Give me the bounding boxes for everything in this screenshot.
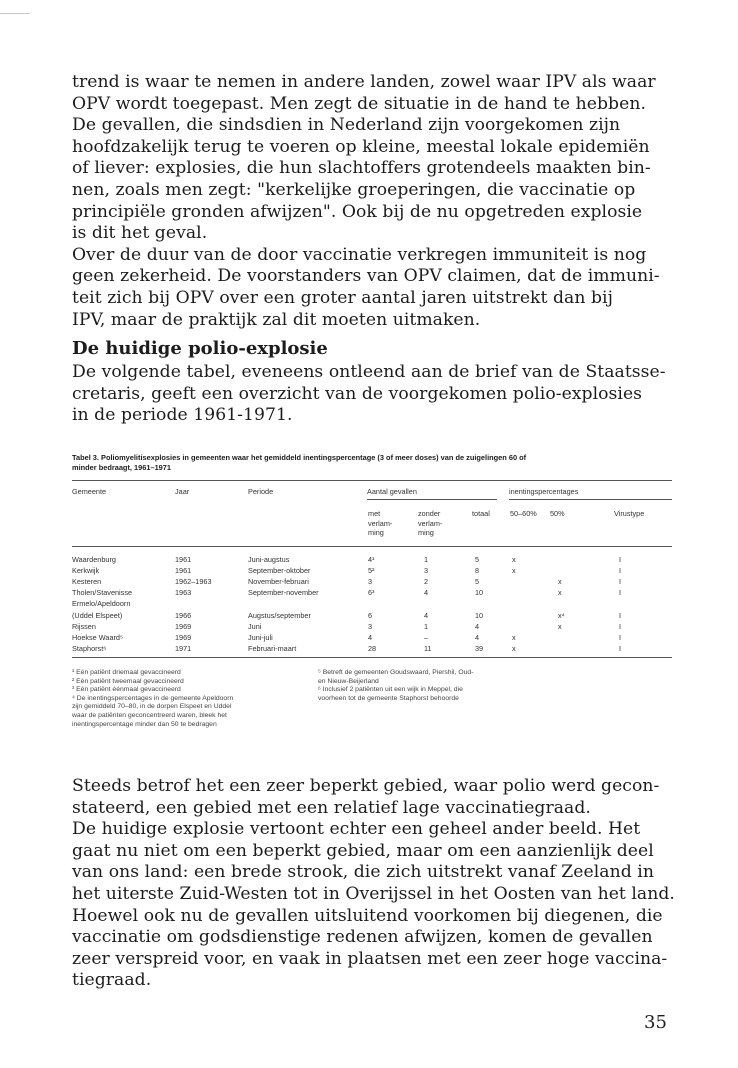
header-periode: Periode: [248, 487, 274, 496]
cell-jaar: 1961: [175, 555, 192, 564]
footnote: ⁵ Betreft de gemeenten Goudswaard, Piershil, Oud-: [318, 669, 474, 676]
text-line: teit zich bij OPV over een groter aantal jaren uitstrekt dan bij: [72, 287, 613, 308]
text-line: Over de duur van de door vaccinatie verkregen immuniteit is nog: [72, 244, 647, 265]
cell-jaar: 1961: [175, 566, 192, 576]
text-line: De huidige explosie vertoont echter een geheel ander beeld. Het: [72, 819, 641, 840]
cell-totaal: 10: [475, 588, 484, 598]
cell-p5060: x: [512, 643, 516, 653]
cell-p50: x: [558, 577, 562, 587]
cell-gemeente: Rijssen: [72, 621, 96, 631]
header-aantal-gevallen: Aantal gevallen: [367, 487, 417, 496]
header-50-60-percent: 50–60%: [510, 509, 537, 518]
header-text: met: [368, 509, 381, 518]
cell-met: 4¹: [368, 555, 375, 564]
header-jaar: Jaar: [175, 487, 190, 496]
footnotes-right: [318, 669, 473, 703]
footnote: waar de patiënten geconcentreerd waren, bleek het: [72, 711, 227, 719]
cell-met: 6: [368, 610, 373, 620]
scan-edge-line: [0, 13, 30, 14]
table-caption-line: Tabel 3. Poliomyelitisexplosies in gemeenten waar het gemiddeld inentingspercentage (3 of meer doses) van de zuigelingen 60 of: [72, 453, 527, 462]
cell-jaar: 1962–1963: [175, 577, 212, 587]
polio-table: [72, 453, 672, 728]
cell-zonder: 11: [424, 643, 432, 653]
cell-gemeente: Tholen/Stavenisse: [72, 588, 133, 598]
cell-zonder: 1: [424, 621, 429, 631]
text-line: het uiterste Zuid-Westen tot in Overijssel in het Oosten van het land.: [72, 883, 675, 904]
cell-virus: I: [619, 610, 622, 620]
cell-zonder: –: [424, 632, 429, 642]
cell-virus: I: [619, 632, 622, 642]
footnote: ⁶ Inclusief 2 patiënten uit een wijk in Meppel, die: [318, 686, 463, 694]
text-line: gaat nu niet om een beperkt gebied, maar om een aanzienlijk deel: [72, 840, 654, 861]
text-line: principiële gronden afwijzen". Ook bij de nu opgetreden explosie: [72, 201, 643, 222]
cell-periode: Juni-augstus: [248, 555, 290, 564]
cell-virus: I: [619, 643, 622, 653]
cell-totaal: 10: [475, 610, 484, 620]
header-text: verlam-: [418, 518, 443, 528]
cell-met: 28: [368, 643, 377, 653]
cell-met: 4: [368, 632, 373, 642]
cell-met: 3: [368, 577, 373, 587]
header-text: ming: [418, 528, 434, 537]
cell-gemeente: Ermelo/Apeldoorn: [72, 599, 131, 609]
cell-virus: I: [619, 555, 622, 564]
header-50-percent: 50%: [550, 509, 565, 518]
paragraph-top: [72, 72, 672, 331]
cell-p5060: x: [512, 632, 516, 642]
table-bottom-rule: [72, 657, 672, 658]
cell-virus: I: [619, 588, 622, 598]
cell-periode: November-februari: [248, 577, 309, 587]
footnote: en Nieuw-Beijerland: [318, 677, 379, 685]
cell-zonder: 4: [424, 610, 429, 620]
page-number: 35: [644, 1012, 667, 1033]
text-line: zeer verspreid voor, en vaak in plaatsen met een zeer hoge vaccina-: [72, 948, 668, 969]
cell-totaal: 39: [475, 643, 484, 653]
header-totaal: totaal: [472, 509, 490, 518]
header-text: ming: [368, 528, 384, 537]
footnote: inentingspercentage minder dan 50 te bedragen: [72, 720, 217, 728]
footnote: zijn gemiddeld 70–80, in de dorpen Elspeet en Uddel: [72, 703, 232, 711]
text-line: OPV wordt toegepast. Men zegt de situatie in de hand te hebben.: [72, 93, 646, 114]
text-line: Hoewel ook nu de gevallen uitsluitend voorkomen bij diegenen, die: [72, 905, 663, 926]
cell-zonder: 1: [424, 555, 429, 564]
cell-gemeente: (Uddel Elspeet): [72, 610, 123, 620]
text-line: stateerd, een gebied met een relatief lage vaccinatiegraad.: [72, 797, 591, 818]
cell-jaar: 1963: [175, 588, 192, 598]
cell-p5060: x: [512, 555, 516, 564]
cell-totaal: 5: [475, 577, 480, 587]
text-line: Steeds betrof het een zeer beperkt gebied, waar polio werd gecon-: [72, 776, 660, 796]
text-line: nen, zoals men zegt: "kerkelijke groeperingen, die vaccinatie op: [72, 179, 636, 200]
inenting-subrule: [509, 499, 672, 500]
text-line: De volgende tabel, eveneens ontleend aan de brief van de Staatsse-: [72, 362, 666, 382]
text-line: geen zekerheid. De voorstanders van OPV claimen, dat de immuni-: [72, 266, 660, 287]
cell-jaar: 1969: [175, 621, 192, 631]
header-text: zonder: [418, 509, 441, 518]
footnote: ⁴ De inentingspercentages in de gemeente Apeldoorn: [72, 694, 234, 702]
footnote: ² Eén patiënt tweemaal gevaccineerd: [72, 677, 184, 685]
cell-jaar: 1966: [175, 610, 192, 620]
cell-gemeente: Staphorst⁶: [72, 643, 107, 653]
cell-gemeente: Hoekse Waard⁵: [72, 632, 124, 642]
text-line: vaccinatie om godsdienstige redenen afwijzen, komen de gevallen: [72, 927, 653, 948]
header-virustype: Virustype: [614, 509, 645, 518]
cell-jaar: 1969: [175, 632, 192, 642]
cell-virus: I: [619, 577, 622, 587]
header-bottom-rule: [72, 546, 672, 547]
cell-jaar: 1971: [175, 643, 192, 653]
text-line: in de periode 1961-1971.: [72, 405, 293, 426]
text-line: trend is waar te nemen in andere landen, zowel waar IPV als waar: [72, 72, 656, 92]
cell-p50: x: [558, 588, 562, 598]
text-line: IPV, maar de praktijk zal dit moeten uitmaken.: [72, 309, 481, 330]
cell-zonder: 2: [424, 577, 429, 587]
paragraph-intro: [72, 362, 672, 427]
cell-met: 6³: [368, 588, 375, 598]
cell-met: 3: [368, 621, 373, 631]
cell-periode: Juni-juli: [248, 632, 273, 642]
cell-virus: I: [619, 621, 622, 631]
cell-periode: September-november: [248, 588, 319, 598]
text-line: cretaris, geeft een overzicht van de voorgekomen polio-explosies: [72, 383, 643, 404]
footnotes-left: [72, 669, 233, 729]
cell-p5060: x: [512, 566, 516, 576]
table-top-rule: [72, 480, 672, 481]
cell-gemeente: Kerkwijk: [72, 566, 100, 576]
cell-gemeente: Waardenburg: [72, 555, 116, 564]
cell-p50: x: [558, 621, 562, 631]
cell-gemeente: Kesteren: [72, 577, 102, 587]
text-line: hoofdzakelijk terug te voeren op kleine, meestal lokale epidemiën: [72, 136, 650, 157]
header-text: verlam-: [368, 518, 393, 528]
section-heading: De huidige polio-explosie: [72, 338, 328, 359]
footnote: ¹ Eén patiënt driemaal gevaccineerd: [72, 669, 181, 676]
cell-met: 5²: [368, 566, 375, 576]
cell-periode: Februari-maart: [248, 643, 297, 653]
cell-zonder: 4: [424, 588, 429, 598]
footnote: voorheen tot de gemeente Staphorst behoorde: [318, 694, 459, 702]
table-caption-line: minder bedraagt, 1961–1971: [72, 463, 172, 472]
header-zonder-verlamming: [418, 509, 442, 538]
header-inentingspercentages: inentingspercentages: [509, 487, 579, 496]
cell-virus: I: [619, 566, 622, 576]
text-line: De gevallen, die sindsdien in Nederland zijn voorgekomen zijn: [72, 115, 621, 136]
text-line: of liever: explosies, die hun slachtoffers grotendeels maakten bin-: [72, 158, 651, 179]
text-line: van ons land: een brede strook, die zich uitstrekt vanaf Zeeland in: [72, 862, 654, 883]
text-line: tiegraad.: [72, 970, 152, 991]
header-met-verlamming: [368, 509, 392, 538]
text-line: is dit het geval.: [72, 223, 208, 244]
cell-zonder: 3: [424, 566, 429, 576]
cell-totaal: 4: [475, 621, 480, 631]
cell-periode: September-oktober: [248, 566, 311, 576]
cell-p50: x⁴: [558, 610, 565, 620]
aantal-subrule: [367, 499, 497, 500]
cell-totaal: 4: [475, 632, 480, 642]
header-gemeente: Gemeente: [72, 487, 107, 496]
cell-periode: Juni: [248, 621, 262, 631]
cell-totaal: 5: [475, 555, 480, 564]
cell-periode: Augstus/september: [248, 610, 311, 620]
footnote: ³ Eén patiënt éénmaal gevaccineerd: [72, 686, 181, 694]
paragraph-bottom: [72, 776, 675, 992]
cell-totaal: 8: [475, 566, 480, 576]
